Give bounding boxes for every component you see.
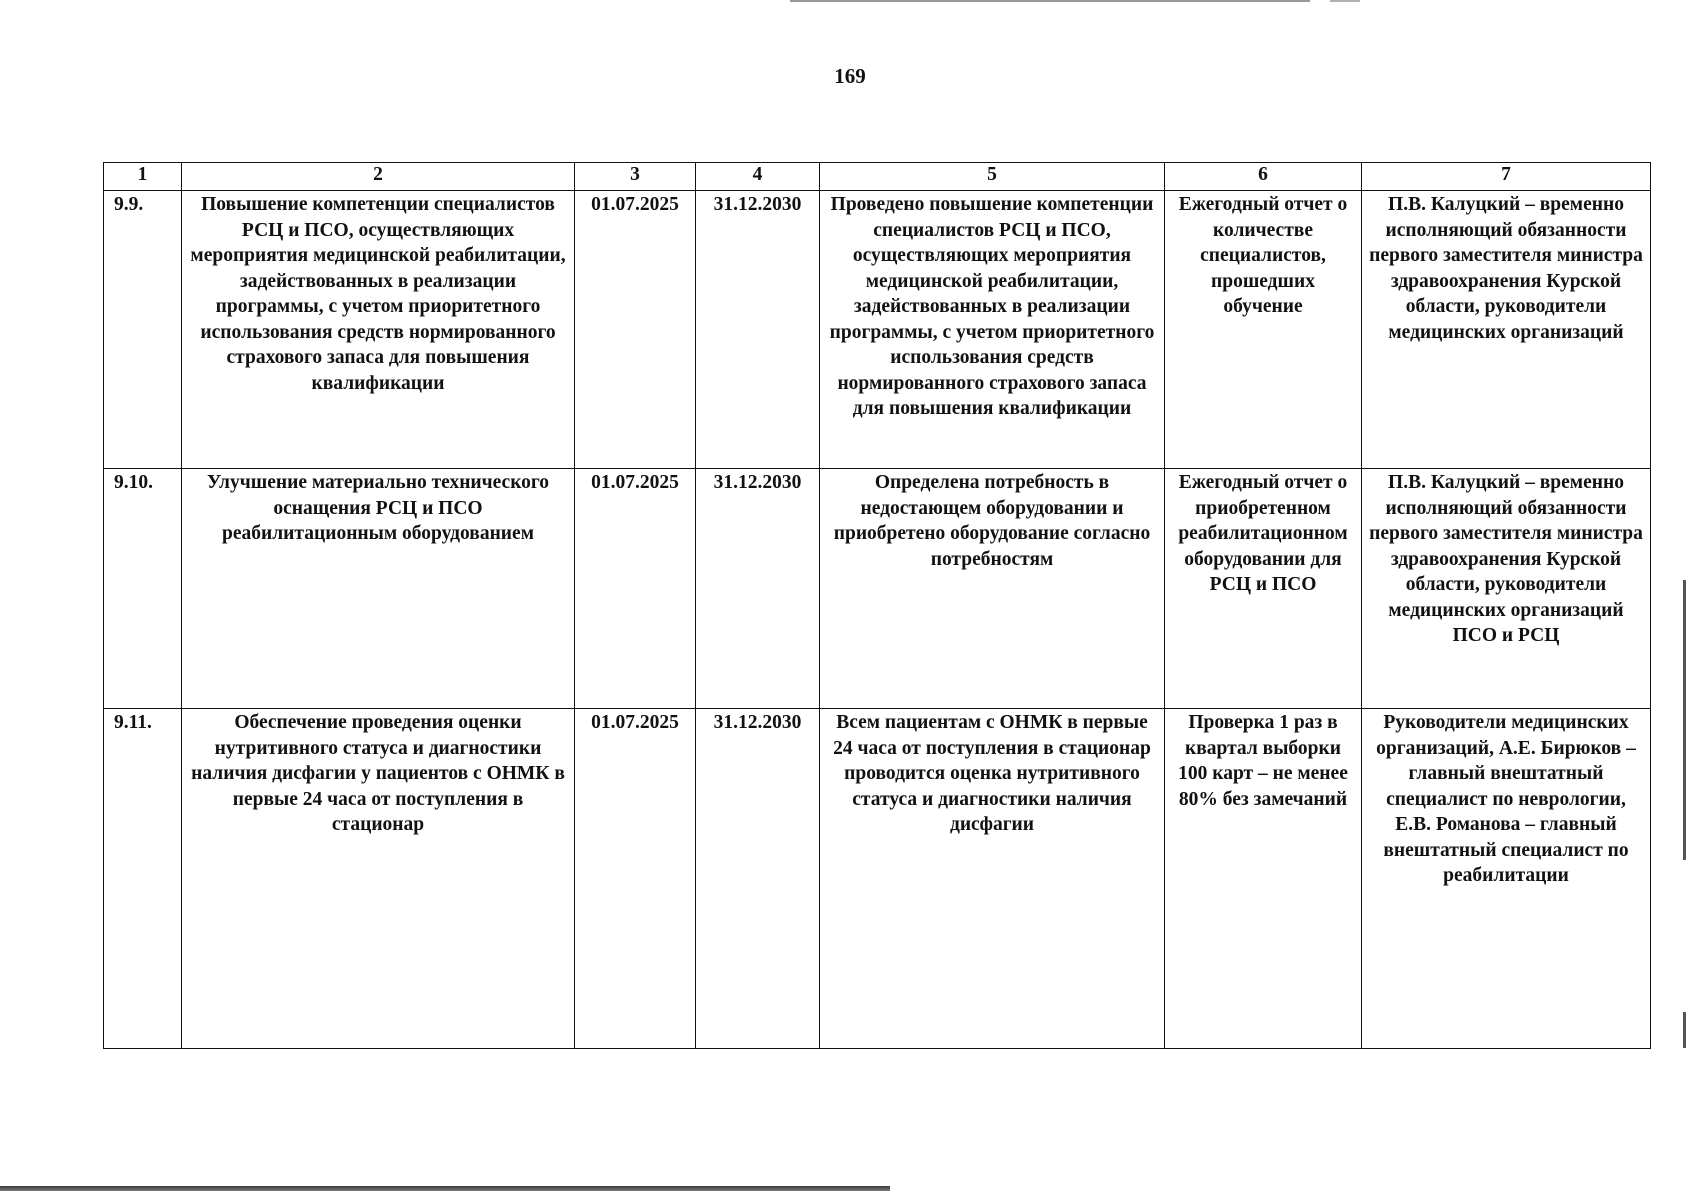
scan-artifact-right-2 (1683, 1012, 1686, 1048)
scan-artifact-top (790, 0, 1310, 2)
table-row (104, 469, 1651, 709)
row-number: 9.10. (104, 469, 182, 709)
column-header-3: 3 (575, 163, 696, 191)
start-date-cell: 01.07.2025 (575, 709, 696, 1049)
responsible-cell: Руководители медицинских организаций, А.Е. Бирюков – главный внештатный специалист по неврологии, Е.В. Романова – главный внештатный специалист по реабилитации (1362, 709, 1651, 1049)
result-cell: Всем пациентам с ОНМК в первые 24 часа от поступления в стационар проводится оценка нутритивного статуса и диагностики наличия дисфагии (820, 709, 1165, 1049)
activities-table (103, 162, 1651, 1049)
end-date-cell: 31.12.2030 (696, 469, 820, 709)
result-cell: Проведено повышение компетенции специалистов РСЦ и ПСО, осуществляющих мероприятия медицинской реабилитации, задействованных в реализации программы, с учетом приоритетного использования средств нормированного страхового запаса для повышения квалификации (820, 191, 1165, 469)
result-cell: Определена потребность в недостающем оборудовании и приобретено оборудование согласно потребностям (820, 469, 1165, 709)
activity-cell: Улучшение материально технического оснащения РСЦ и ПСО реабилитационным оборудованием (182, 469, 575, 709)
scan-artifact-bottom (0, 1186, 890, 1191)
control-cell: Проверка 1 раз в квартал выборки 100 карт – не менее 80% без замечаний (1165, 709, 1362, 1049)
column-header-4: 4 (696, 163, 820, 191)
responsible-cell: П.В. Калуцкий – временно исполняющий обязанности первого заместителя министра здравоохранения Курской области, руководители медицинских организаций ПСО и РСЦ (1362, 469, 1651, 709)
column-header-6: 6 (1165, 163, 1362, 191)
responsible-cell: П.В. Калуцкий – временно исполняющий обязанности первого заместителя министра здравоохранения Курской области, руководители медицинских организаций (1362, 191, 1651, 469)
activity-cell: Повышение компетенции специалистов РСЦ и ПСО, осуществляющих мероприятия медицинской реабилитации, задействованных в реализации программы, с учетом приоритетного использования средств нормированного страхового запаса для повышения квалификации (182, 191, 575, 469)
column-header-5: 5 (820, 163, 1165, 191)
start-date-cell: 01.07.2025 (575, 191, 696, 469)
column-header-7: 7 (1362, 163, 1651, 191)
table-row (104, 191, 1651, 469)
table-header-row (104, 163, 1651, 191)
column-header-1: 1 (104, 163, 182, 191)
start-date-cell: 01.07.2025 (575, 469, 696, 709)
row-number: 9.11. (104, 709, 182, 1049)
row-number: 9.9. (104, 191, 182, 469)
end-date-cell: 31.12.2030 (696, 709, 820, 1049)
end-date-cell: 31.12.2030 (696, 191, 820, 469)
activity-cell: Обеспечение проведения оценки нутритивного статуса и диагностики наличия дисфагии у пациентов с ОНМК в первые 24 часа от поступления в стационар (182, 709, 575, 1049)
page-number: 169 (834, 64, 866, 88)
table-row (104, 709, 1651, 1049)
column-header-2: 2 (182, 163, 575, 191)
scan-artifact-right-1 (1683, 580, 1686, 860)
scan-artifact-top-small (1330, 0, 1360, 2)
control-cell: Ежегодный отчет о приобретенном реабилитационном оборудовании для РСЦ и ПСО (1165, 469, 1362, 709)
control-cell: Ежегодный отчет о количестве специалистов, прошедших обучение (1165, 191, 1362, 469)
